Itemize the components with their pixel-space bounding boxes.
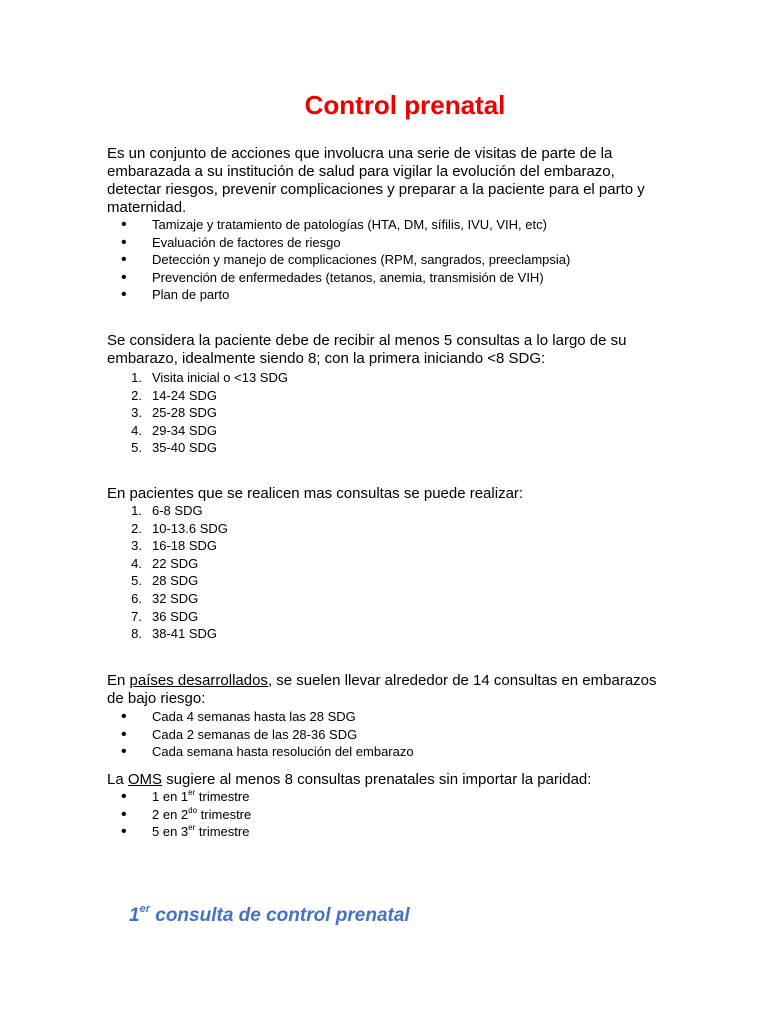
bullet-icon: • bbox=[121, 788, 127, 805]
list-item: • Plan de parto bbox=[121, 286, 230, 304]
bullet-icon: • bbox=[121, 823, 127, 841]
list-item: 4. 29-34 SDG bbox=[131, 422, 218, 438]
developed-list bbox=[107, 708, 667, 761]
consults-list bbox=[107, 369, 667, 457]
oms-link[interactable]: OMS bbox=[127, 771, 163, 788]
page-title: Control prenatal bbox=[304, 90, 506, 120]
list-item: 1. 6-8 SDG bbox=[131, 503, 203, 518]
bullet-icon: • bbox=[121, 286, 127, 304]
list-item: • Cada semana hasta resolución del embarazo bbox=[121, 743, 414, 761]
section-heading: 1er consulta de control prenatal bbox=[129, 903, 410, 926]
list-item: • Evaluación de factores de riesgo bbox=[121, 233, 341, 251]
list-item: 4. 22 SDG bbox=[131, 555, 199, 571]
list-item: 5. 28 SDG bbox=[131, 573, 199, 589]
consults-paragraph: Se considera la paciente debe de recibir al menos 5 consultas a lo largo de su embarazo, idealmente siendo 8; con la primera iniciando <8 SDG: bbox=[107, 332, 627, 367]
oms-paragraph: La OMS sugiere al menos 8 consultas prenatales sin importar la paridad: bbox=[107, 771, 592, 788]
list-item: • Prevención de enfermedades (tetanos, anemia, transmisión de VIH) bbox=[121, 268, 544, 286]
list-item: 6. 32 SDG bbox=[131, 590, 199, 606]
list-item: • 5 en 3er trimestre bbox=[121, 823, 250, 841]
list-item: 2. 14-24 SDG bbox=[131, 387, 218, 403]
oms-list bbox=[107, 788, 667, 841]
list-item: 3. 25-28 SDG bbox=[131, 405, 218, 421]
bullet-icon: • bbox=[121, 725, 127, 743]
bullet-icon: • bbox=[121, 743, 127, 761]
list-item: • Detección y manejo de complicaciones (RPM, sangrados, preeclampsia) bbox=[121, 251, 571, 269]
bullet-icon: • bbox=[121, 268, 127, 286]
bullet-icon: • bbox=[121, 708, 127, 725]
developed-countries-link[interactable]: países desarrollados bbox=[129, 672, 268, 689]
bullet-icon: • bbox=[121, 233, 127, 251]
bullet-icon: • bbox=[121, 216, 127, 233]
bullet-icon: • bbox=[121, 251, 127, 269]
more-consults-paragraph: En pacientes que se realicen mas consultas se puede realizar: bbox=[107, 485, 524, 502]
bullet-icon: • bbox=[121, 805, 127, 823]
list-item: 2. 10-13.6 SDG bbox=[131, 520, 228, 536]
list-item: • 2 en $2^{do}$ trimestre bbox=[121, 805, 252, 823]
list-item: • Cada 2 semanas de las 28-36 SDG bbox=[121, 725, 358, 743]
intro-paragraph: Es un conjunto de acciones que involucra una serie de visitas de parte de la embarazada a su institución de salud para vigilar la evolución del embarazo, detectar riesgos, prevenir complicaciones y preparar a la paciente para el parto y maternidad. bbox=[107, 145, 645, 216]
more-consults-list bbox=[107, 502, 667, 643]
list-item: • Tamizaje y tratamiento de patologías (HTA, DM, sífilis, IVU, VIH, etc) bbox=[121, 216, 547, 233]
developed-countries-paragraph: En países desarrollados, se suelen llevar alrededor de 14 consultas en embarazos de bajo riesgo: bbox=[107, 672, 657, 707]
list-item: 1. Visita inicial o <13 SDG bbox=[131, 370, 288, 385]
list-item: • Cada 4 semanas hasta las 28 SDG bbox=[121, 708, 356, 725]
intro-list bbox=[107, 216, 667, 304]
list-item: 5. 35-40 SDG bbox=[131, 440, 218, 456]
list-item: 3. 16-18 SDG bbox=[131, 538, 218, 554]
list-item: • 1 en 1er trimestre bbox=[121, 788, 250, 805]
list-item: 8. 38-41 SDG bbox=[131, 626, 218, 642]
list-item: 7. 36 SDG bbox=[131, 608, 199, 624]
